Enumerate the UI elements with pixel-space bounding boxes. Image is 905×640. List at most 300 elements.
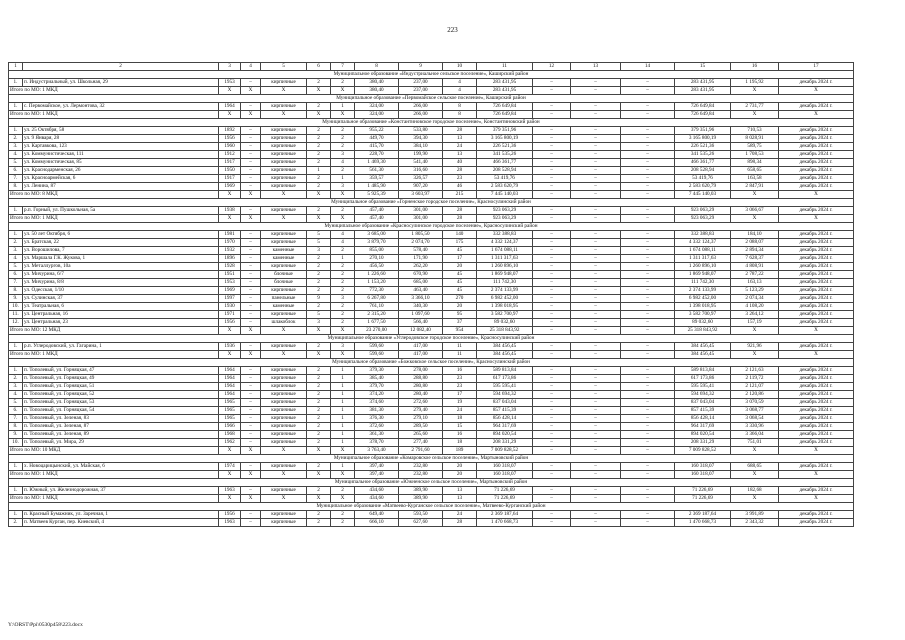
table-cell: 1962 <box>219 439 241 447</box>
municipality-title: Муниципальное образование «Константиновское городское поселение», Константиновский район <box>9 119 854 127</box>
table-cell: – <box>241 127 261 135</box>
table-cell: – <box>621 447 675 455</box>
table-cell: 2 088,07 <box>731 239 779 247</box>
table-cell: 182,68 <box>731 487 779 495</box>
subtotal-label: Итого по МО: 1 МКД <box>9 87 219 95</box>
table-cell: 1964 <box>219 103 241 111</box>
table-cell: – <box>241 175 261 183</box>
table-cell: кирпичные <box>261 151 307 159</box>
table-cell: 1 260 896,10 <box>477 263 533 271</box>
table-cell: 6 982 452,00 <box>675 295 731 303</box>
table-cell: 381,30 <box>355 407 399 415</box>
table-row <box>9 311 854 319</box>
table-cell: – <box>571 263 621 271</box>
table-cell: 71 226,69 <box>477 495 533 503</box>
table-cell: 379,30 <box>355 367 399 375</box>
table-cell: 772,30 <box>355 287 399 295</box>
table-cell: ул. 50 лет Октября, 6 <box>23 231 219 239</box>
table-cell: 2 894,34 <box>731 247 779 255</box>
table-cell: 7 009 828,52 <box>477 447 533 455</box>
table-cell: – <box>571 79 621 87</box>
table-cell: 2. <box>9 519 23 527</box>
table-cell: X <box>261 327 307 335</box>
table-row <box>9 271 854 279</box>
table-cell: 3 763,40 <box>355 447 399 455</box>
table-cell: ул. Маршала Г.К. Жукова, 1 <box>23 255 219 263</box>
table-cell: 417,00 <box>399 343 443 351</box>
table-cell: 7 445 140,03 <box>477 191 533 199</box>
table-cell: 89 032,60 <box>675 319 731 327</box>
table-cell: 140 <box>443 231 477 239</box>
table-cell: 1963 <box>219 519 241 527</box>
table-cell: – <box>533 111 571 119</box>
table-cell: X <box>731 215 779 223</box>
subtotal-label: Итого по МО: 1 МКД <box>9 215 219 223</box>
table-cell: 1 708,53 <box>731 151 779 159</box>
table-cell: 1969 <box>219 287 241 295</box>
table-cell: кирпичные <box>261 431 307 439</box>
table-cell: 163,13 <box>731 279 779 287</box>
table-cell: X <box>307 471 331 479</box>
table-cell: – <box>571 279 621 287</box>
table-cell: 4 <box>443 79 477 87</box>
table-cell: 457,40 <box>355 207 399 215</box>
table-cell: 837 043,04 <box>477 399 533 407</box>
table-cell: 71 226,69 <box>675 487 731 495</box>
table-cell: X <box>307 447 331 455</box>
table-cell: 20 <box>443 263 477 271</box>
column-number: 6 <box>307 63 331 71</box>
table-cell: 1 097,60 <box>399 311 443 319</box>
table-row <box>9 511 854 519</box>
table-cell: 1 <box>331 175 355 183</box>
table-cell: 11 <box>443 351 477 359</box>
table-cell: 964 317,69 <box>477 423 533 431</box>
municipality-title: Муниципальное образование «Комаровское сельское поселение», Мартыновский район <box>9 455 854 463</box>
table-cell: 1892 <box>219 127 241 135</box>
table-cell: 279,40 <box>399 407 443 415</box>
table-cell: 2 <box>307 135 331 143</box>
table-cell: 1. <box>9 127 23 135</box>
table-cell: 589 813,84 <box>477 367 533 375</box>
table-cell: – <box>533 463 571 471</box>
table-cell: декабрь 2024 г. <box>779 151 854 159</box>
table-row <box>9 159 854 167</box>
table-cell: декабрь 2024 г. <box>779 231 854 239</box>
table-cell: кирпичные <box>261 519 307 527</box>
table-cell: 157,19 <box>731 319 779 327</box>
table-cell: п. Красный Бумажник, ул. Заречная, 1 <box>23 511 219 519</box>
table-cell: – <box>241 399 261 407</box>
table-cell: 1964 <box>219 367 241 375</box>
table-row <box>9 103 854 111</box>
table-cell: – <box>241 231 261 239</box>
table-cell: X <box>307 495 331 503</box>
table-cell: – <box>621 135 675 143</box>
table-cell: ул. Братская, 22 <box>23 239 219 247</box>
table-cell: 4 <box>331 231 355 239</box>
table-cell: кирпичные <box>261 399 307 407</box>
table-cell: 226 521,36 <box>477 143 533 151</box>
table-cell: – <box>533 87 571 95</box>
table-cell: X <box>731 191 779 199</box>
table-cell: декабрь 2024 г. <box>779 311 854 319</box>
table-cell: 1997 <box>219 295 241 303</box>
column-number: 2 <box>23 63 219 71</box>
table-cell: 2 <box>307 391 331 399</box>
table-cell: 5 <box>307 311 331 319</box>
table-cell: – <box>241 167 261 175</box>
table-row <box>9 367 854 375</box>
table-cell: 53 419,76 <box>477 175 533 183</box>
table-cell: ул. Сулинская, 37 <box>23 295 219 303</box>
table-cell: 5 123,29 <box>731 287 779 295</box>
table-cell: 561,30 <box>355 167 399 175</box>
table-cell: 2. <box>9 135 23 143</box>
table-cell: 923 063,29 <box>477 215 533 223</box>
table-cell: 265,60 <box>399 431 443 439</box>
table-cell: 2 <box>307 255 331 263</box>
table-cell: – <box>621 271 675 279</box>
table-cell: 3 066,67 <box>731 207 779 215</box>
table-cell: 4 332 124,37 <box>477 239 533 247</box>
table-cell: ул. Центральная, 23 <box>23 319 219 327</box>
table-cell: – <box>533 439 571 447</box>
table-cell: 1 869 948,07 <box>477 271 533 279</box>
table-cell: 2 <box>307 439 331 447</box>
table-cell: 2 <box>307 407 331 415</box>
table-cell: 1 153,20 <box>355 279 399 287</box>
table-cell: – <box>533 351 571 359</box>
file-path-footer: Y:\ORST\Ppi\0530p458\223.docx <box>8 622 83 628</box>
table-cell: 685,00 <box>399 279 443 287</box>
table-cell: 3. <box>9 383 23 391</box>
table-cell: – <box>533 231 571 239</box>
table-cell: 2 <box>331 247 355 255</box>
table-cell: п. Тополевый, ул. Зеленая, 89 <box>23 431 219 439</box>
table-cell: декабрь 2024 г. <box>779 207 854 215</box>
table-cell: – <box>241 487 261 495</box>
table-cell: – <box>621 383 675 391</box>
table-cell: X <box>307 87 331 95</box>
table-cell: – <box>571 87 621 95</box>
table-cell: 1971 <box>219 311 241 319</box>
table-row <box>9 127 854 135</box>
table-row <box>9 391 854 399</box>
table-cell: – <box>533 247 571 255</box>
table-cell: 954 <box>443 327 477 335</box>
table-cell: 1 <box>331 431 355 439</box>
table-cell: 2. <box>9 239 23 247</box>
table-cell: X <box>241 215 261 223</box>
table-cell: 9 <box>307 295 331 303</box>
table-cell: – <box>533 207 571 215</box>
table-cell: – <box>571 231 621 239</box>
table-cell: 2 847,91 <box>731 183 779 191</box>
table-cell: 13 <box>443 151 477 159</box>
table-cell: – <box>533 295 571 303</box>
table-cell: 10. <box>9 303 23 311</box>
column-number: 17 <box>779 63 854 71</box>
table-cell: 16 <box>443 367 477 375</box>
table-cell: – <box>571 343 621 351</box>
table-cell: декабрь 2024 г. <box>779 303 854 311</box>
table-cell: 1963 <box>219 487 241 495</box>
table-cell: – <box>571 183 621 191</box>
table-cell: – <box>571 239 621 247</box>
table-cell: 7. <box>9 279 23 287</box>
table-cell: 160 318,07 <box>477 471 533 479</box>
table-cell: X <box>261 447 307 455</box>
table-cell: ул. Коммунистическая, 85 <box>23 159 219 167</box>
table-cell: X <box>219 215 241 223</box>
table-cell: – <box>621 255 675 263</box>
table-cell: декабрь 2024 г. <box>779 239 854 247</box>
table-cell: 5 <box>307 231 331 239</box>
table-cell: 37 <box>443 319 477 327</box>
table-cell: 2 731,77 <box>731 103 779 111</box>
table-cell: декабрь 2024 г. <box>779 255 854 263</box>
table-cell: X <box>779 471 854 479</box>
table-cell: X <box>241 111 261 119</box>
table-cell: X <box>331 215 355 223</box>
table-cell: декабрь 2024 г. <box>779 79 854 87</box>
table-cell: 341 535,26 <box>675 151 731 159</box>
table-cell: – <box>241 255 261 263</box>
table-cell: 2 <box>307 303 331 311</box>
table-cell: 341 535,26 <box>477 151 533 159</box>
table-cell: – <box>571 487 621 495</box>
table-cell: п. Матвеев Курган, пер. Киевский, 4 <box>23 519 219 527</box>
table-cell: – <box>571 255 621 263</box>
table-cell: 1 311 317,63 <box>675 255 731 263</box>
table-cell: декабрь 2024 г. <box>779 287 854 295</box>
table-cell: – <box>533 175 571 183</box>
table-cell: X <box>779 495 854 503</box>
table-cell: 1953 <box>219 279 241 287</box>
subtotal-row <box>9 191 854 199</box>
table-cell: X <box>307 351 331 359</box>
table-cell: – <box>241 207 261 215</box>
table-cell: – <box>533 407 571 415</box>
table-cell: 45 <box>443 287 477 295</box>
table-cell: п. Южный, ул. Железнодорожная, 37 <box>23 487 219 495</box>
table-cell: 6 267,80 <box>355 295 399 303</box>
table-cell: 279,10 <box>399 415 443 423</box>
table-cell: 199,90 <box>399 151 443 159</box>
table-row <box>9 295 854 303</box>
table-cell: – <box>621 519 675 527</box>
table-cell: 278,00 <box>399 367 443 375</box>
table-cell: 160 318,07 <box>477 463 533 471</box>
table-cell: 19 <box>443 399 477 407</box>
table-cell: 726 649,84 <box>477 111 533 119</box>
table-cell: декабрь 2024 г. <box>779 183 854 191</box>
table-cell: 2 121,63 <box>731 367 779 375</box>
table-cell: кирпичные <box>261 127 307 135</box>
table-cell: 5. <box>9 159 23 167</box>
table-cell: 434,60 <box>355 487 399 495</box>
table-cell: декабрь 2024 г. <box>779 439 854 447</box>
table-cell: 20 <box>443 463 477 471</box>
table-cell: 1 <box>331 399 355 407</box>
table-cell: – <box>241 143 261 151</box>
table-cell: декабрь 2024 г. <box>779 487 854 495</box>
table-cell: декабрь 2024 г. <box>779 367 854 375</box>
table-cell: 2 374 133,99 <box>477 287 533 295</box>
table-cell: 2 <box>307 79 331 87</box>
table-cell: 226 521,36 <box>675 143 731 151</box>
table-cell: 2 <box>331 287 355 295</box>
table-cell: шлакоблок <box>261 319 307 327</box>
table-cell: 25 318 843,92 <box>675 327 731 335</box>
table-cell: X <box>219 191 241 199</box>
table-cell: 1 <box>331 415 355 423</box>
table-cell: – <box>571 367 621 375</box>
table-cell: декабрь 2024 г. <box>779 423 854 431</box>
table-cell: 894 020,54 <box>477 431 533 439</box>
table-cell: 726 649,84 <box>675 103 731 111</box>
table-cell: – <box>571 319 621 327</box>
table-cell: п. Тополевый, ул. Зеленая, 87 <box>23 423 219 431</box>
table-cell: 17 <box>443 391 477 399</box>
table-cell: – <box>621 311 675 319</box>
table-cell: X <box>731 471 779 479</box>
table-cell: X <box>241 87 261 95</box>
table-cell: 270,10 <box>355 255 399 263</box>
table-cell: ул. Ленина, 87 <box>23 183 219 191</box>
table-cell: X <box>219 471 241 479</box>
column-number: 5 <box>261 63 307 71</box>
subtotal-row <box>9 495 854 503</box>
table-cell: декабрь 2024 г. <box>779 135 854 143</box>
table-cell: кирпичные <box>261 367 307 375</box>
table-cell: 1 195,92 <box>731 79 779 87</box>
subtotal-label: Итого по МО: 1 МКД <box>9 495 219 503</box>
table-cell: 8 <box>443 111 477 119</box>
table-cell: – <box>533 487 571 495</box>
table-cell: 1. <box>9 367 23 375</box>
table-cell: 316,60 <box>399 167 443 175</box>
table-cell: 13 <box>443 135 477 143</box>
table-cell: п. Тополевый, ул. Мира, 29 <box>23 439 219 447</box>
table-cell: 856 428,14 <box>477 415 533 423</box>
table-cell: – <box>241 159 261 167</box>
table-cell: – <box>571 295 621 303</box>
table-cell: 417,00 <box>399 351 443 359</box>
municipality-title: Муниципальное образование «Матвеево-Курганское сельское поселение», Матвеево-Курганский район <box>9 503 854 511</box>
table-cell: – <box>621 415 675 423</box>
table-cell: – <box>533 375 571 383</box>
table-cell: 921,96 <box>731 343 779 351</box>
table-cell: 578,40 <box>399 247 443 255</box>
table-cell: декабрь 2024 г. <box>779 375 854 383</box>
table-cell: 2 369 187,64 <box>675 511 731 519</box>
table-cell: – <box>241 151 261 159</box>
table-cell: 595 595,41 <box>675 383 731 391</box>
table-cell: кирпичные <box>261 439 307 447</box>
subtotal-row <box>9 471 854 479</box>
table-cell: 2 <box>307 183 331 191</box>
table-cell: – <box>621 175 675 183</box>
table-cell: – <box>621 511 675 519</box>
table-cell: 384 456,45 <box>675 343 731 351</box>
table-cell: 2 791,60 <box>399 447 443 455</box>
table-row <box>9 463 854 471</box>
table-cell: – <box>533 103 571 111</box>
table-cell: – <box>621 239 675 247</box>
table-cell: п. Тополевый, ул. Горняцкая, 53 <box>23 399 219 407</box>
table-cell: – <box>241 367 261 375</box>
table-cell: 1 674 088,11 <box>477 247 533 255</box>
subtotal-label: Итого по МО: 12 МКД <box>9 327 219 335</box>
table-cell: – <box>533 423 571 431</box>
municipality-title: Муниципальное образование «Южненское сельское поселение», Мартыновский район <box>9 479 854 487</box>
table-cell: 28 <box>443 167 477 175</box>
table-cell: 46 <box>443 183 477 191</box>
table-cell: декабрь 2024 г. <box>779 167 854 175</box>
table-cell: 2 <box>307 343 331 351</box>
table-cell: 17 <box>443 255 477 263</box>
table-cell: 1 226,60 <box>355 271 399 279</box>
table-cell: 6. <box>9 407 23 415</box>
table-cell: 964 317,69 <box>675 423 731 431</box>
table-cell: п. Тополевый, ул. Горняцкая, 52 <box>23 391 219 399</box>
table-cell: ул. Мичурина, 6/7 <box>23 271 219 279</box>
table-cell: 20 <box>443 303 477 311</box>
column-number: 16 <box>731 63 779 71</box>
table-cell: кирпичные <box>261 463 307 471</box>
table-cell: 1938 <box>219 207 241 215</box>
table-cell: – <box>571 415 621 423</box>
table-cell: ул. 9 Января, 28 <box>23 135 219 143</box>
table-cell: 40 <box>443 159 477 167</box>
table-cell: 3 070,59 <box>731 399 779 407</box>
table-row <box>9 343 854 351</box>
subtotal-row <box>9 111 854 119</box>
table-cell: 374,20 <box>355 391 399 399</box>
table-cell: – <box>241 407 261 415</box>
table-cell: 23 <box>443 375 477 383</box>
table-cell: 1964 <box>219 383 241 391</box>
table-cell: 2 <box>307 287 331 295</box>
table-cell: – <box>533 471 571 479</box>
table-cell: 1. <box>9 79 23 87</box>
table-cell: 24 <box>443 143 477 151</box>
table-cell: декабрь 2024 г. <box>779 247 854 255</box>
table-cell: – <box>533 79 571 87</box>
table-cell: – <box>571 447 621 455</box>
table-row <box>9 207 854 215</box>
table-cell: 340,30 <box>399 303 443 311</box>
table-cell: – <box>533 519 571 527</box>
table-cell: 11 <box>443 343 477 351</box>
table-cell: 266,00 <box>399 103 443 111</box>
table-cell: кирпичные <box>261 263 307 271</box>
table-row <box>9 415 854 423</box>
table-cell: 1 398 018,95 <box>477 303 533 311</box>
table-cell: 2 <box>331 271 355 279</box>
table-cell: 3. <box>9 143 23 151</box>
table-cell: 566,40 <box>399 319 443 327</box>
table-cell: – <box>621 495 675 503</box>
table-cell: – <box>533 383 571 391</box>
table-cell: 2 <box>331 207 355 215</box>
table-cell: 466 361,77 <box>477 159 533 167</box>
table-cell: 589,75 <box>731 143 779 151</box>
table-row <box>9 303 854 311</box>
table-cell: – <box>621 343 675 351</box>
